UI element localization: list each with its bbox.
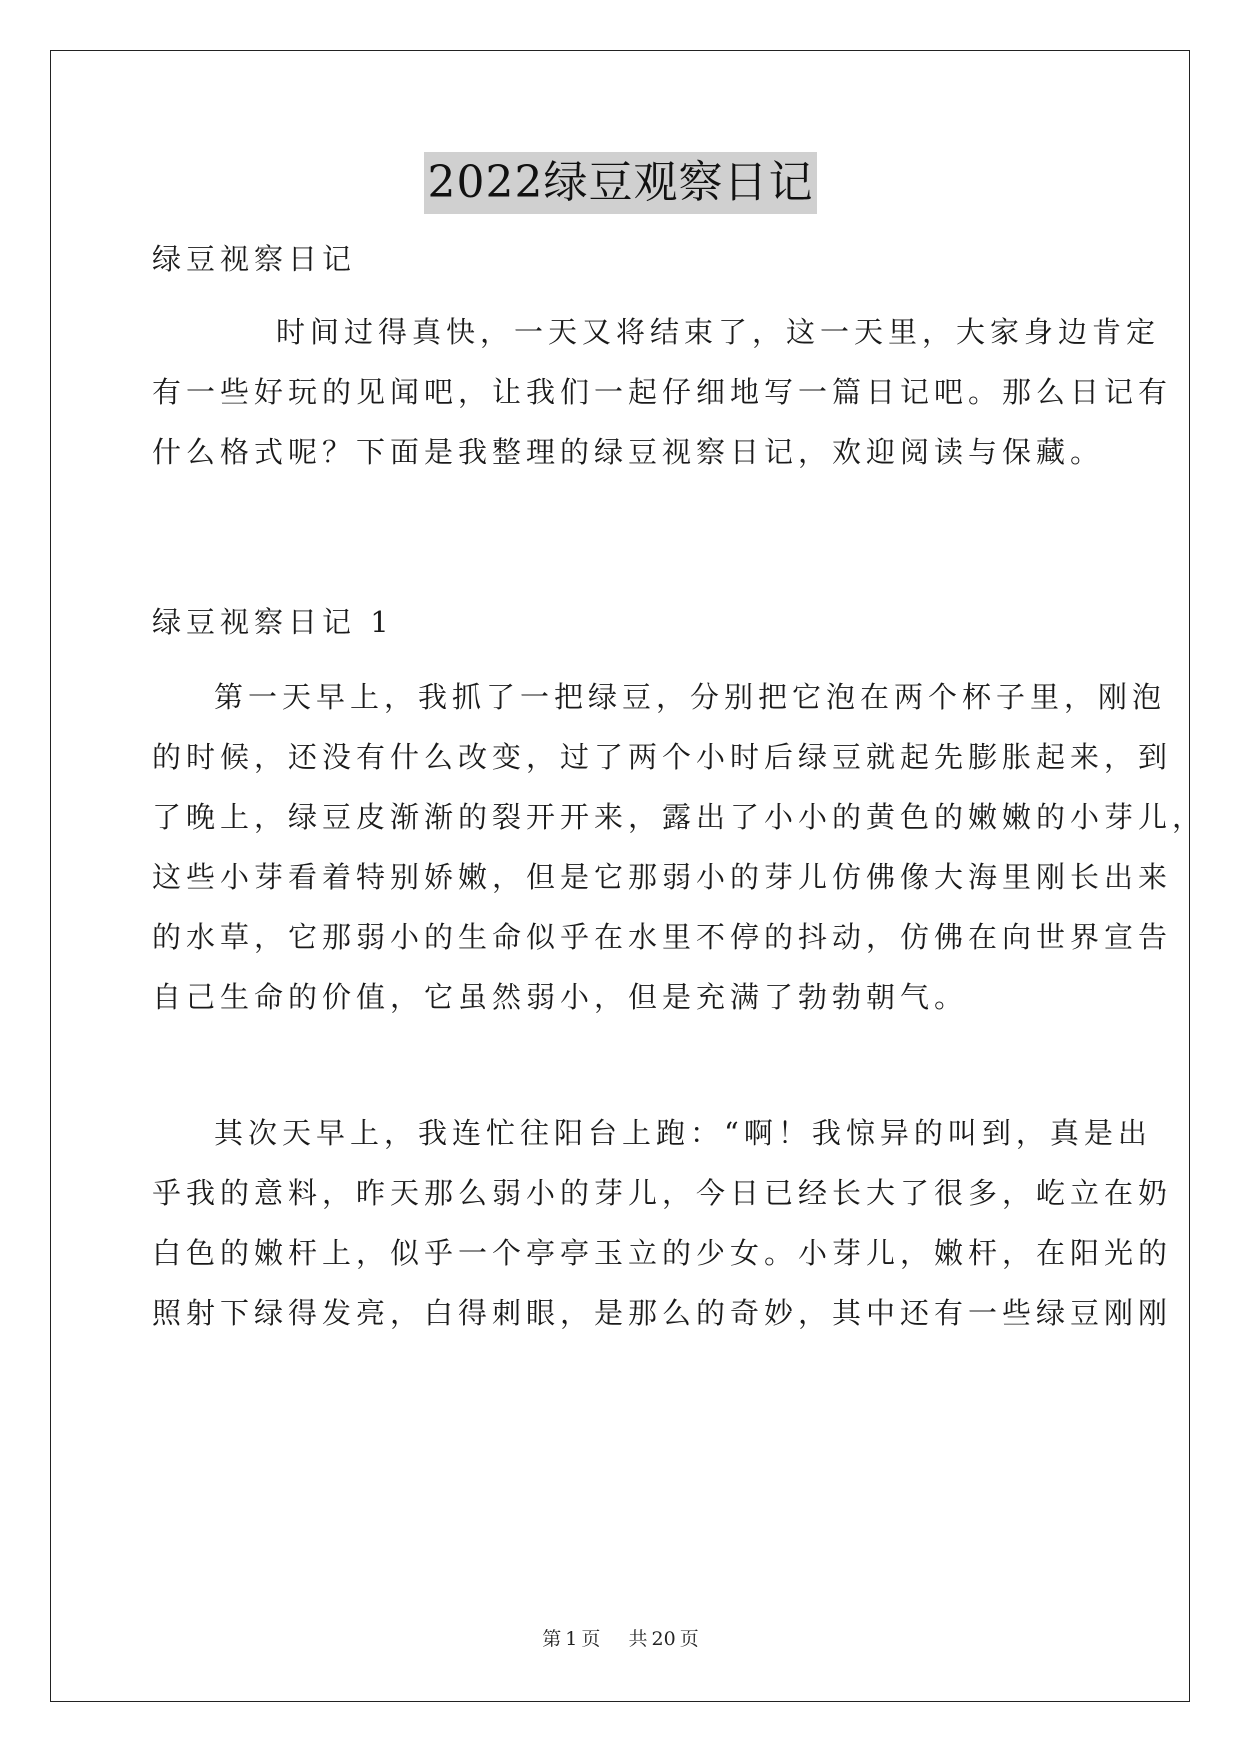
paragraph-line: 这些小芽看着特别娇嫩，但是它那弱小的芽儿仿佛像大海里刚长出来: [152, 860, 1173, 894]
total-pages: 20: [651, 1628, 676, 1650]
intro-line: 有一些好玩的见闻吧，让我们一起仔细地写一篇日记吧。那么日记有: [152, 375, 1173, 409]
paragraph-2: [152, 1103, 1173, 1343]
document-title: 2022绿豆观察日记: [424, 152, 818, 214]
section-heading: 绿豆视察日记 1: [152, 605, 394, 639]
paragraph-line: 的水草，它那弱小的生命似乎在水里不停的抖动，仿佛在向世界宣告: [152, 920, 1173, 954]
paragraph-1: [152, 667, 1207, 1027]
page-footer: [0, 1624, 1241, 1651]
title-container: [0, 152, 1241, 214]
paragraph-line: 其次天早上，我连忙往阳台上跑：“啊！我惊异的叫到，真是出: [214, 1116, 1152, 1150]
paragraph-line: 自己生命的价值，它虽然弱小，但是充满了勃勃朝气。: [152, 980, 969, 1014]
intro-paragraph: [152, 302, 1173, 482]
total-label-suffix: 页: [679, 1628, 699, 1650]
intro-line: 什么格式呢？下面是我整理的绿豆视察日记，欢迎阅读与保藏。: [152, 435, 1105, 469]
paragraph-line: 照射下绿得发亮，白得刺眼，是那么的奇妙，其中还有一些绿豆刚刚: [152, 1296, 1173, 1330]
intro-line: 时间过得真快，一天又将结束了，这一天里，大家身边肯定: [276, 315, 1161, 349]
paragraph-line: 了晚上，绿豆皮渐渐的裂开开来，露出了小小的黄色的嫩嫩的小芽儿，: [152, 800, 1207, 834]
paragraph-line: 的时候，还没有什么改变，过了两个小时后绿豆就起先膨胀起来，到: [152, 740, 1173, 774]
paragraph-line: 白色的嫩杆上，似乎一个亭亭玉立的少女。小芽儿，嫩杆，在阳光的: [152, 1236, 1173, 1270]
page-number: 1: [565, 1628, 578, 1650]
paragraph-line: 乎我的意料，昨天那么弱小的芽儿，今日已经长大了很多，屹立在奶: [152, 1176, 1173, 1210]
total-label-prefix: 共: [628, 1628, 648, 1650]
page-label-prefix: 第: [542, 1628, 562, 1650]
paragraph-line: 第一天早上，我抓了一把绿豆，分别把它泡在两个杯子里，刚泡: [214, 680, 1167, 714]
page-label-suffix: 页: [581, 1628, 601, 1650]
document-subtitle: 绿豆视察日记: [152, 242, 357, 276]
